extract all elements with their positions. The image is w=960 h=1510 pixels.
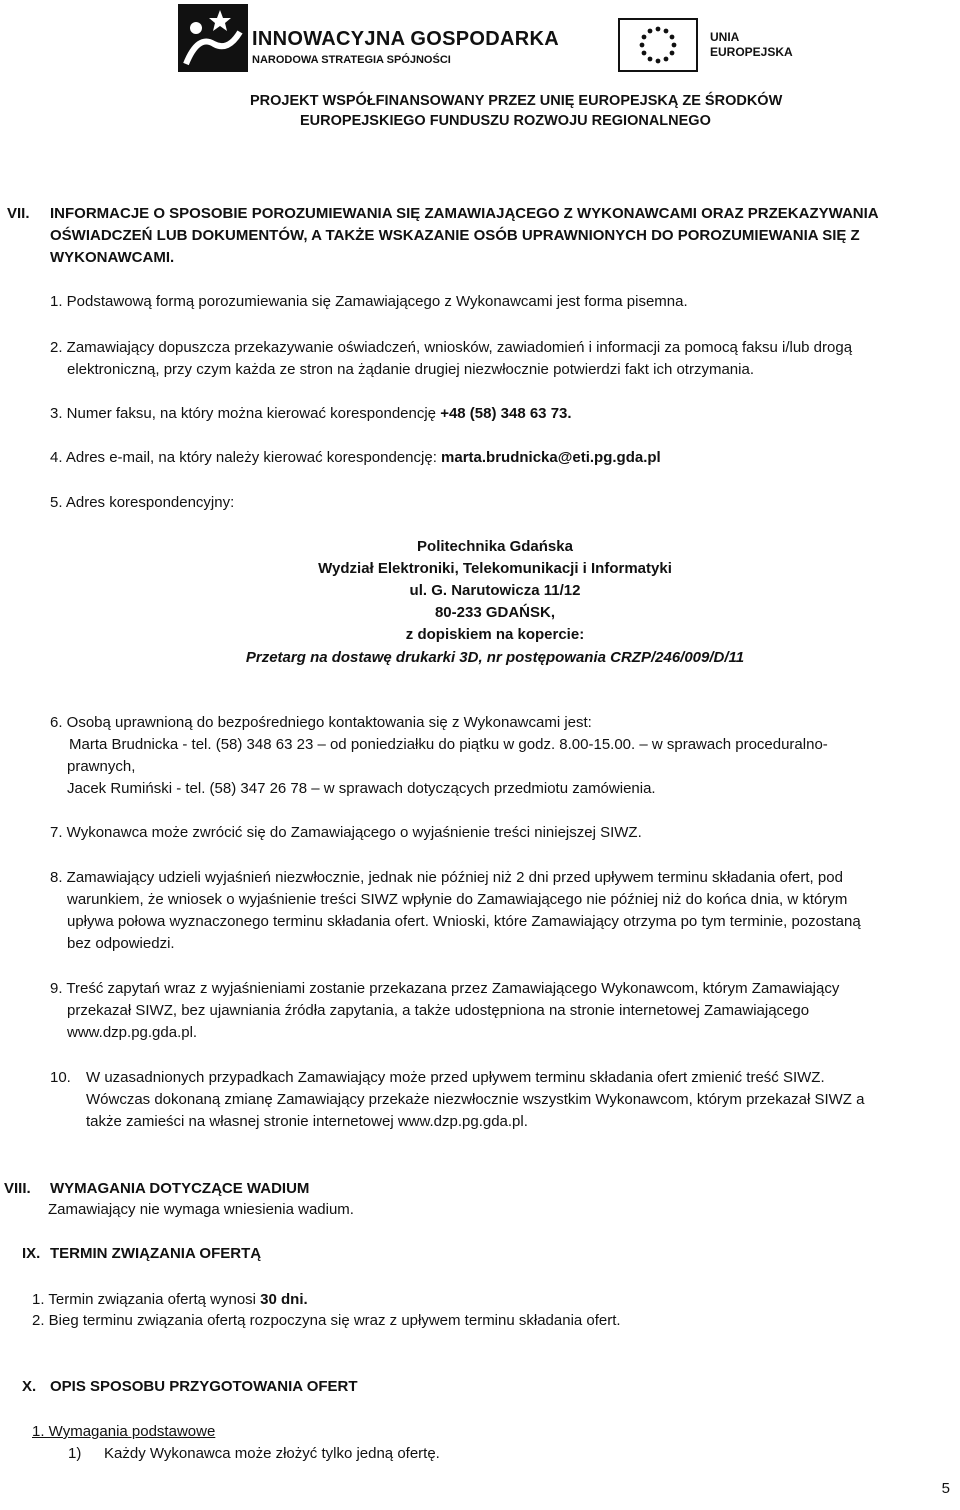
- section-7-title-line-1: INFORMACJE O SPOSOBIE POROZUMIEWANIA SIĘ ZAMAWIAJĄCEGO Z WYKONAWCAMI ORAZ PRZEKAZYWANIA: [50, 205, 879, 222]
- section-7-point-10-line-1: W uzasadnionych przypadkach Zamawiający może przed upływem terminu składania ofert zmienić treść SIWZ.: [86, 1069, 825, 1086]
- section-7-title-line-2: OŚWIADCZEŃ LUB DOKUMENTÓW, A TAKŻE WSKAZANIE OSÓB UPRAWNIONYCH DO POROZUMIEWANIA SIĘ Z: [50, 227, 860, 244]
- section-7-point-6-line-1: 6. Osobą uprawnioną do bezpośredniego kontaktowania się z Wykonawcami jest:: [50, 714, 592, 731]
- section-10-number: X.: [22, 1378, 37, 1395]
- section-10-item-1-number: 1): [68, 1445, 82, 1462]
- section-7-point-10-line-2: Wówczas dokonaną zmianę Zamawiający przekaże niezwłocznie wszystkim Wykonawcom, którym przekazał SIWZ a: [86, 1091, 865, 1108]
- section-7-point-8-line-1: 8. Zamawiający udzieli wyjaśnień niezwłocznie, jednak nie później niż 2 dni przed upływem terminu składania ofert, pod: [50, 869, 843, 886]
- eu-label-line-1: UNIA: [710, 30, 740, 44]
- project-line-2: EUROPEJSKIEGO FUNDUSZU ROZWOJU REGIONALNEGO: [300, 113, 711, 129]
- address-line-6: Przetarg na dostawę drukarki 3D, nr postępowania CRZP/246/009/D/11: [245, 649, 745, 666]
- section-7-point-8-line-3: upływa połowa wyznaczonego terminu składania ofert. Wnioski, które Zamawiający otrzyma po tym terminie, pozostaną: [67, 913, 861, 930]
- address-line-3: ul. G. Narutowicza 11/12: [409, 582, 581, 599]
- section-9-number: IX.: [22, 1245, 41, 1262]
- section-10-title: OPIS SPOSOBU PRZYGOTOWANIA OFERT: [50, 1378, 358, 1395]
- section-9-point-1: [32, 1291, 308, 1308]
- section-8-body: Zamawiający nie wymaga wniesienia wadium.: [48, 1201, 354, 1218]
- section-8-title: WYMAGANIA DOTYCZĄCE WADIUM: [50, 1180, 310, 1197]
- section-10-item-1: Każdy Wykonawca może złożyć tylko jedną ofertę.: [104, 1445, 440, 1462]
- section-7-point-8-line-2: warunkiem, że wniosek o wyjaśnienie treści SIWZ wpłynie do Zamawiającego nie później niż do końca dnia, w którym: [67, 891, 848, 908]
- section-7-number: VII.: [7, 205, 30, 222]
- section-7-point-7: 7. Wykonawca może zwrócić się do Zamawiającego o wyjaśnienie treści niniejszej SIWZ.: [50, 824, 642, 841]
- section-7-title-line-3: WYKONAWCAMI.: [50, 249, 175, 266]
- section-7-point-6-line-3: prawnych,: [67, 758, 136, 775]
- brand-subtitle: NARODOWA STRATEGIA SPÓJNOŚCI: [252, 54, 451, 66]
- section-7-point-6-line-2: Marta Brudnicka - tel. (58) 348 63 23 – od poniedziałku do piątku w godz. 8.00-15.00. – w sprawach proceduralno-: [69, 736, 828, 753]
- project-line-1: PROJEKT WSPÓŁFINANSOWANY PRZEZ UNIĘ EUROPEJSKĄ ZE ŚRODKÓW: [250, 93, 783, 109]
- section-9-title: TERMIN ZWIĄZANIA OFERTĄ: [50, 1245, 262, 1262]
- page-number: 5: [941, 1480, 950, 1497]
- address-line-5: z dopiskiem na kopercie:: [405, 626, 585, 643]
- section-7-point-8-line-4: bez odpowiedzi.: [67, 935, 175, 952]
- offer-validity-label: 1. Termin związania ofertą wynosi: [32, 1291, 261, 1308]
- address-line-2: Wydział Elektroniki, Telekomunikacji i Informatyki: [318, 560, 672, 577]
- section-9-point-2: 2. Bieg terminu związania ofertą rozpoczyna się wraz z upływem terminu składania ofert.: [32, 1312, 621, 1329]
- email-address[interactable]: marta.brudnicka@eti.pg.gda.pl: [441, 449, 661, 466]
- logo-graphic-icon: [178, 4, 248, 72]
- section-8-number: VIII.: [4, 1180, 31, 1197]
- section-7-point-9-line-3[interactable]: www.dzp.pg.gda.pl.: [67, 1024, 198, 1041]
- brand-title: INNOWACYJNA GOSPODARKA: [252, 28, 559, 50]
- section-7-point-10-number: 10.: [50, 1069, 71, 1086]
- innowacyjna-gospodarka-logo: [178, 4, 248, 72]
- section-7-point-9-line-2: przekazał SIWZ, bez ujawniania źródła zapytania, a także udostępniona na stronie internetowej Zamawiającego: [67, 1002, 810, 1019]
- section-7-point-4: [50, 449, 661, 466]
- eu-label: [710, 30, 793, 60]
- section-7-point-5: 5. Adres korespondencyjny:: [50, 494, 235, 511]
- section-7-point-9-line-1: 9. Treść zapytań wraz z wyjaśnieniami zostanie przekazana przez Zamawiającego Wykonawcom, którym Zamawiający: [50, 980, 840, 997]
- eu-flag-icon: [618, 18, 698, 72]
- section-7-point-2-line-1: 2. Zamawiający dopuszcza przekazywanie oświadczeń, wniosków, zawiadomień i informacji za pomocą faksu i/lub drogą: [50, 339, 853, 356]
- section-7-point-1: 1. Podstawową formą porozumiewania się Zamawiającego z Wykonawcami jest forma pisemna.: [50, 293, 688, 310]
- email-label: 4. Adres e-mail, na który należy kierować korespondencję:: [50, 449, 442, 466]
- fax-label: 3. Numer faksu, na który można kierować korespondencję: [50, 405, 441, 422]
- section-7-point-6-line-4: Jacek Rumiński - tel. (58) 347 26 78 – w sprawach dotyczących przedmiotu zamówienia.: [67, 780, 656, 797]
- offer-validity-days: 30 dni.: [260, 1291, 308, 1308]
- fax-number: +48 (58) 348 63 73.: [440, 405, 572, 422]
- section-7-point-2-line-2: elektroniczną, przy czym każda ze stron na żądanie drugiej niezwłocznie potwierdzi fakt ich otrzymania.: [67, 361, 754, 378]
- section-10-subheading: 1. Wymagania podstawowe: [32, 1423, 216, 1440]
- section-7-point-10-line-3: także zamieści na własnej stronie internetowej www.dzp.pg.gda.pl.: [86, 1113, 528, 1130]
- address-line-1: Politechnika Gdańska: [417, 538, 573, 555]
- address-line-4: 80-233 GDAŃSK,: [434, 604, 556, 621]
- eu-label-line-2: EUROPEJSKA: [710, 45, 793, 59]
- section-7-point-3: [50, 405, 572, 422]
